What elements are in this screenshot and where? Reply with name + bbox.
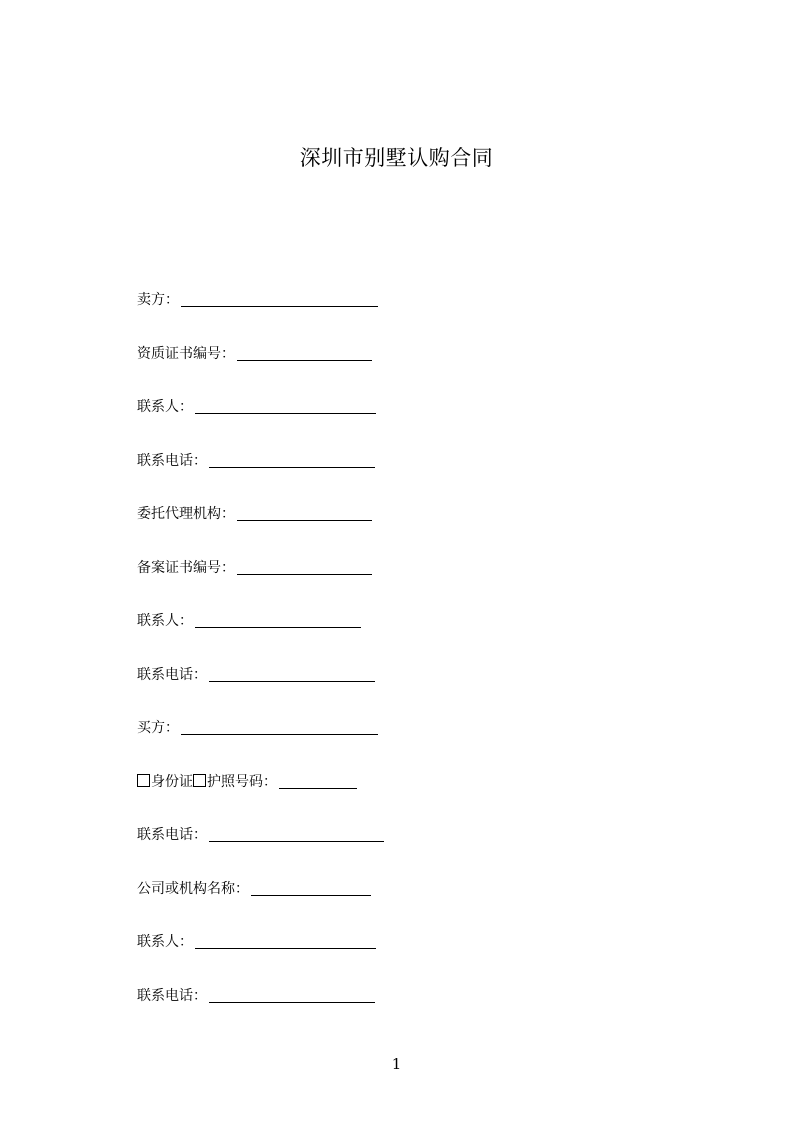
company-name-blank[interactable] — [251, 879, 371, 896]
id-passport-number-field — [137, 772, 637, 826]
agency-phone-blank[interactable] — [209, 665, 375, 682]
company-name-field — [137, 879, 637, 933]
agency-field — [137, 504, 637, 558]
buyer-phone-field — [137, 825, 637, 879]
seller-label: 卖方： — [137, 292, 179, 308]
id-card-option-label: 身份证 — [151, 773, 193, 790]
seller-license-number-blank[interactable] — [237, 344, 372, 361]
buyer-label: 买方： — [137, 720, 179, 736]
agency-label: 委托代理机构： — [137, 506, 235, 522]
party-info-form — [137, 290, 637, 1039]
filing-certificate-number-field — [137, 558, 637, 612]
seller-license-number-label: 资质证书编号： — [137, 345, 235, 362]
seller-contact-label: 联系人： — [137, 399, 193, 415]
buyer-contact-field — [137, 932, 637, 986]
id-passport-number-blank[interactable] — [279, 772, 357, 789]
seller-contact-field — [137, 397, 637, 451]
filing-certificate-number-label: 备案证书编号： — [137, 559, 235, 576]
buyer-field — [137, 718, 637, 772]
agency-phone-field — [137, 665, 637, 719]
seller-contact-blank[interactable] — [195, 397, 376, 414]
agency-contact-blank[interactable] — [195, 611, 361, 628]
buyer-blank[interactable] — [181, 718, 378, 735]
buyer-contact-blank[interactable] — [195, 932, 376, 949]
document-title: 深圳市别墅认购合同 — [299, 146, 494, 170]
page-number: 1 — [391, 1055, 402, 1073]
buyer-contact-phone-field — [137, 986, 637, 1040]
buyer-phone-blank[interactable] — [209, 825, 384, 842]
filing-certificate-number-blank[interactable] — [237, 558, 372, 575]
passport-number-label: 护照号码： — [207, 773, 277, 790]
id-passport-number-label — [137, 772, 277, 792]
id-card-checkbox[interactable] — [137, 774, 150, 787]
seller-field — [137, 290, 637, 344]
seller-license-number-field — [137, 344, 637, 398]
buyer-phone-label: 联系电话： — [137, 827, 207, 843]
seller-phone-field — [137, 451, 637, 505]
seller-phone-blank[interactable] — [209, 451, 375, 468]
buyer-contact-phone-label: 联系电话： — [137, 987, 207, 1004]
seller-phone-label: 联系电话： — [137, 452, 207, 469]
passport-checkbox[interactable] — [193, 774, 206, 787]
buyer-contact-phone-blank[interactable] — [209, 986, 375, 1003]
company-name-label: 公司或机构名称： — [137, 880, 249, 897]
agency-phone-label: 联系电话： — [137, 666, 207, 683]
seller-blank[interactable] — [181, 290, 378, 307]
agency-contact-field — [137, 611, 637, 665]
agency-contact-label: 联系人： — [137, 613, 193, 629]
agency-blank[interactable] — [237, 504, 372, 521]
buyer-contact-label: 联系人： — [137, 934, 193, 950]
